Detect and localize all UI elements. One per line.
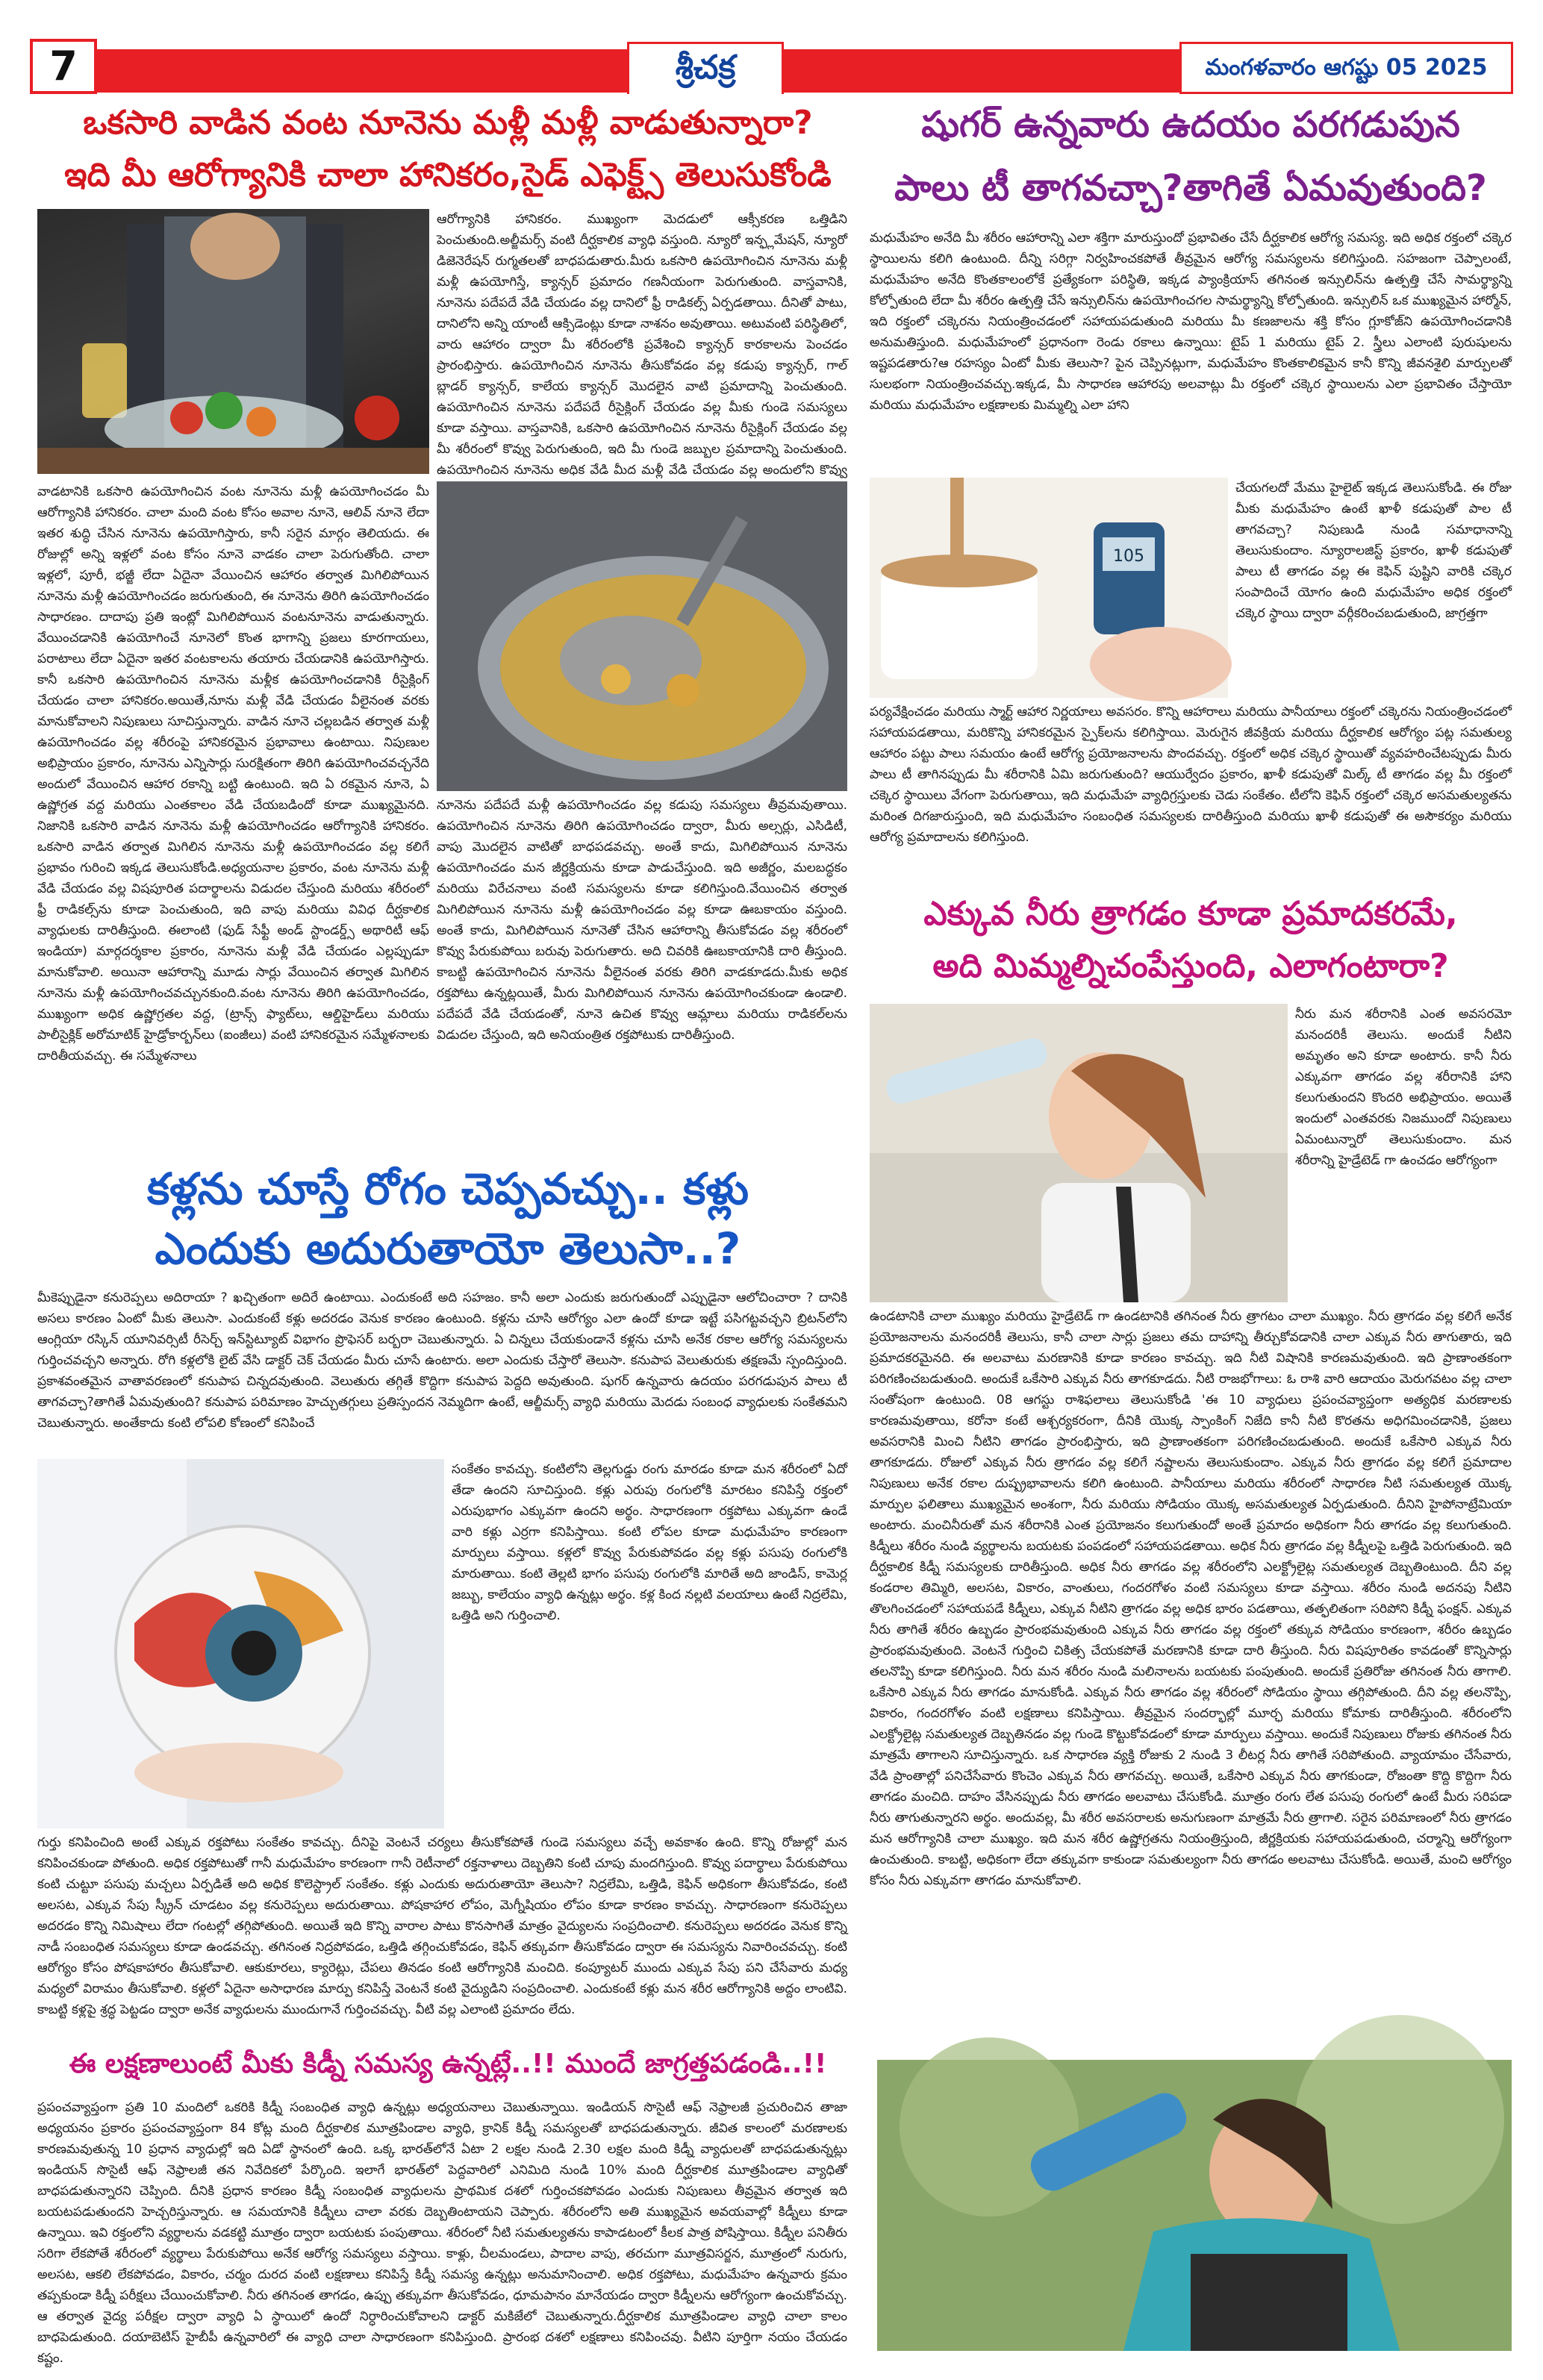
masthead-band-right [784,49,1179,93]
article2-para-side: చేయగలదో మేము హైలైట్ ఇక్కడ తెలుసుకోండి. ఈ రోజు మీకు మధుమేహం ఉంటే ఖాళీ కడుపుతో పాల టీ తాగవచ్చా? నిపుణుడి నుండి సమాధానాన్ని తెలుసుకుందాం. న్యూరాలజిస్ట్ ప్రకారం, ఖాళీ కడుపుతో పాలు టీ తాగడం వల్ల ఈ కెఫిన్ పుష్టిని వారికి చక్కెర సంపాదించే యోగం ఉంది మధుమేహం అధిక రక్తంలో చక్కెర స్థాయి ద్వారా వర్గీకరించబడుతుంది, జాగ్రత్తగా [1235,481,1512,621]
article3-para-main: ఉండటానికి చాలా ముఖ్యం మరియు హైడ్రేటెడ్ గా ఉండటానికి తగినంత నీరు త్రాగటం చాలా ముఖ్యం. నీరు త్రాగడం వల్ల కలిగే అనేక ప్రయోజనాలను మనందరికీ తెలుసు, కానీ చాలా సార్లు ప్రజలు తమ దాహాన్ని తీర్చుకోవడానికి చాలా ఎక్కువ నీరు తాగుతారు, ఇది ప్రమాదకరమైనది. ఈ అలవాటు మరణానికి కూడా కారణం కావచ్చు. ఇది నీటి విషానికి కారణమవుతుంది. ఇది ప్రాణాంతకంగా పరిగణించబడుతుంది. అందుకే ఒకేసారి ఎక్కువ నీరు తాగకూడదు. నీటి రాజభోగాలు: ఓ రాశి వారి ఆదాయం మెరుగవటం వల్ల చాలా సంతోషంగా ఉంటుంది. 08 ఆగస్టు రాశిఫలాలు తెలుసుకోండి 'ఈ 10 వ్యాధులు ప్రపంచవ్యాప్తంగా అత్యధిక మరణాలకు కారణమవుతాయి, కరోనా కంటే ఆశ్చర్యకరంగా, దీనికి యొక్క స్పాంకింగ్ నిజేది కానీ నీటి కొరతను అధిగమించడానికి, ప్రజలు అవసరానికి మించి నీటిని తాగడం ప్రారంభిస్తారు, ఇది ప్రాణాంతకంగా పరిగణించబడుతుంది. అందుకే ఒకేసారి ఎక్కువ నీరు తాగకూడదు. రోజులో ఎక్కువ నీరు త్రాగడం వల్ల కలిగే నష్టాలను తెలుసుకుందాం. ఎక్కువ నీరు త్రాగడం వల్ల కలిగే ప్రమాదాల నిపుణులు అనేక రకాల దుష్ప్రభావాలను కలిగి ఉంటుంది. పానీయాలు మరియు శరీరంలో సాధారణ నీటి సమతుల్యత యొక్క మార్పుల ఫలితాలు ముఖ్యమైన అంశంగా, నీరు మరియు సోడియం యొక్క అసమతుల్యత ఏర్పడుతుంది. దీనిని హైపోనాట్రేమియా అంటారు. మంచినీరుతో మన శరీరానికి ఎంత ప్రయోజనం కలుగుతుందో అంతే ప్రమాదం అధికంగా నీరు తాగడం వల్ల కలుగుతుంది. కిడ్నీలు శరీరం నుండి వ్యర్థాలను బయటకు పంపడంలో సహాయపడతాయి. అధిక నీరు త్రాగడం వల్ల కిడ్నీలపై ఒత్తిడి పెరుగుతుంది. ఇది దీర్ఘకాలిక కిడ్నీ సమస్యలకు దారితీస్తుంది. అధిక నీరు తాగడం వల్ల శరీరంలోని ఎలక్ట్రోలైట్ల సమతుల్యత దెబ్బతింటుంది. దీని వల్ల కండరాల తిమ్మిరి, అలసట, వికారం, వాంతులు, గందరగోళం వంటి సమస్యలు కూడా వస్తాయి. శరీరం నుండి అదనపు నీటిని తొలగించడంలో సహాయపడే కిడ్నీలు, ఎక్కువ నీటిని త్రాగడం వల్ల అధిక భారం పడతాయి, తత్ఫలితంగా సరిపోని కిడ్నీ ఫంక్షన్. ఎక్కువ నీరు తాగితే శరీరం ఉబ్బడం ప్రారంభమవుతుంది ఎక్కువ నీరు తాగడం వల్ల రక్తంలో తక్కువ సోడియం కారణంగా, శరీరం ఉబ్బడం ప్రారంభమవుతుంది. వెంటనే గుర్తించి చికిత్స చేయకపోతే మరణానికి కూడా దారి తీస్తుంది. నీరు విషపూరితం కావడంతో కొన్నిసార్లు తలనొప్పి కూడా కలిగిస్తుంది. నీరు మన శరీరం నుండి మలినాలను బయటకు పంపుతుంది. అందుకే ప్రతిరోజు తగినంత నీరు తాగాలి. ఒకేసారి ఎక్కువ నీరు తాగడం మానుకోండి. ఎక్కువ నీరు తాగడం వల్ల శరీరంలో సోడియం స్థాయి తగ్గిపోతుంది. దీని వల్ల తలనొప్పి, వికారం, గందరగోళం వంటి లక్షణాలు కనిపిస్తాయి. తీవ్రమైన సందర్భాల్లో మూర్ఛ మరియు కోమాకు దారితీస్తుంది. శరీరంలోని ఎలక్ట్రోలైట్ల సమతుల్యత దెబ్బతినడం వల్ల గుండె కొట్టుకోవడంలో కూడా మార్పులు వస్తాయి. అందుకే నిపుణులు రోజుకు తగినంత నీరు మాత్రమే తాగాలని సూచిస్తున్నారు. ఒక సాధారణ వ్యక్తి రోజుకు 2 నుండి 3 లీటర్ల నీరు తాగితే సరిపోతుంది. వ్యాయామం చేసేవారు, వేడి ప్రాంతాల్లో పనిచేసేవారు కొంచెం ఎక్కువ నీరు తాగవచ్చు. అయితే, ఒకేసారి ఎక్కువ నీరు తాగకుండా, రోజంతా కొద్ది కొద్దిగా నీరు తాగడం మంచిది. దాహం వేసినప్పుడు నీరు తాగడం అలవాటు చేసుకోండి. మూత్రం రంగు లేత పసుపు రంగులో ఉంటే మీరు సరిపడా నీరు తాగుతున్నారని అర్థం. అందువల్ల, మీ శరీర అవసరాలకు అనుగుణంగా మాత్రమే నీరు త్రాగాలి. సరైన పరిమాణంలో నీరు త్రాగడం మన ఆరోగ్యానికి చాలా ముఖ్యం. ఇది మన శరీర ఉష్ణోగ్రతను నియంత్రిస్తుంది, జీర్ణక్రియకు సహాయపడుతుంది, చర్మాన్ని ఆరోగ్యంగా ఉంచుతుంది. కాబట్టి, అధికంగా లేదా తక్కువగా కాకుండా సమతుల్యంగా నీరు తాగడం అలవాటు చేసుకోండి. అయితే, మంచి ఆరోగ్యం కోసం నీరు ఎక్కువగా తాగడం మానుకోవాలి. [870,1309,1512,1888]
article4-para-top: మీకెప్పుడైనా కనురెప్పలు అదిరాయా ? ఖచ్చితంగా అదిరే ఉంటాయి. ఎందుకంటే అది సహజం. కానీ అలా ఎందుకు జరుగుతుందో ఎప్పుడైనా ఆలోచించారా ? దానికి అసలు కారణం ఏంటో మీకు తెలుసా. ఎందుకంటే కళ్లు అదరడం వెనుక కారణం ఉంటుంది. కళ్లను చూసి ఆరోగ్యం ఎలా ఉందో కూడా ఇట్టే పసిగట్టవచ్చని బ్రిటన్‌లోని ఆంగ్లియా రస్కిన్ యూనివర్సిటీ రీసెర్చ్ ఇన్‌స్టిట్యూట్ విభాగం ప్రొఫెసర్ బర్బరా చెబుతున్నారు. ఏ చిన్నలు చేయకుండానే కళ్లను చూసి అనేక రకాల ఆరోగ్య సమస్యలను గుర్తించవచ్చని అన్నారు. రోగి కళ్లలోకి లైట్ వేసి డాక్టర్ చెక్ చేయడం మీరు చూసే ఉంటారు. అలా ఎందుకు చేస్తారో తెలుసా. కనుపాప వెలుతురుకు తక్షణమే స్పందిస్తుంది. ప్రకాశవంతమైన వాతావరణంలో కనుపాప చిన్నదవుతుంది. వెలుతురు తగ్గితే కొద్దిగా కనుపాప పెద్దది అవుతుంది. షుగర్ ఉన్నవారు ఉదయం పరగడుపున పాలు టీ తాగవచ్చా?తాగితే ఏమవుతుంది? కనుపాప పరిమాణం హెచ్చుతగ్గులు ప్రతిస్పందన నెమ్మదిగా ఉంటే, ఆల్జీమర్స్ వ్యాధి మరియు మెదడు సంబంధ వ్యాధులకు సంకేతమని చెబుతున్నారు. అంతేకాదు కంటి లోపలి కోణంలో కనిపించే [37,1290,847,1431]
article1-headline-line2: ఇది మీ ఆరోగ్యానికి చాలా హానికరం,సైడ్ ఎఫెక్ట్స్ తెలుసుకోండి [64,156,832,194]
chef-pouring-oil-image [37,209,429,474]
article4-para-side: సంకేతం కావచ్చు. కంటిలోని తెల్లగుడ్డు రంగు మారడం కూడా మన శరీరంలో ఏదో తేడా ఉందని సూచిస్తుంది. కళ్లు ఎరుపు రంగులోకి మారటం కనిపిస్తే రక్తంలో ఎరుపుభాగం ఎక్కువగా ఉందని అర్థం. సాధారణంగా రక్తపోటు ఎక్కువగా ఉండే వారి కళ్లు ఎర్రగా కనిపిస్తాయి. కంటి లోపల కూడా మధుమేహం కారణంగా మార్పులు వస్తాయి. కళ్లలో కొవ్వు పేరుకుపోవడం వల్ల కళ్లు పసుపు రంగులోకి మారుతాయి. కంటి తెల్లటి భాగం పసుపు రంగులోకి మారితే అది జాండిస్, కామెర్ల జబ్బు, కాలేయం వ్యాధి ఉన్నట్లు అర్థం. కళ్ల కింద నల్లటి వలయాలు ఉంటే నిద్రలేమి, ఒత్తిడి అని గుర్తించాలి. [452,1462,847,1623]
article2-headline-line2: పాలు టీ తాగవచ్చా?తాగితే ఏమవుతుంది? [894,167,1487,209]
article1-col-right-top: ఆరోగ్యానికి హానికరం. ముఖ్యంగా మెదడులో ఆక్సీకరణ ఒత్తిడిని పెంచుతుంది.అల్జీమర్స్ వంటి దీర్ఘకాలిక వ్యాధి వస్తుంది. న్యూరో ఇన్ఫ్లమేషన్, న్యూరో డిజెనెరేషన్ రుగ్మతలతో బాధపడుతారు.మీరు ఒకసారి ఉపయోగించిన నూనెను మళ్లీ మళ్లీ ఉపయోగిస్తే, క్యాన్సర్ ప్రమాదం గణనీయంగా పెరుగుతుంది. వాస్తవానికి, నూనెను పదేపదే వేడి చేయడం వల్ల దానిలో ఫ్రీ రాడికల్స్ ఏర్పడతాయి. దీనితో పాటు, దానిలోని అన్ని యాంటీ ఆక్సిడెంట్లు కూడా నాశనం అవుతాయి. అటువంటి పరిస్థితిలో, వారు ఆహారం ద్వారా మీ శరీరంలోకి ప్రవేశించి క్యాన్సర్ కారకాలను పెంచడం ప్రారంభిస్తారు. ఉపయోగించిన నూనెను తీసుకోవడం వల్ల కడుపు క్యాన్సర్, గాల్ బ్లాడర్ క్యాన్సర్, కాలేయ క్యాన్సర్ మొదలైన వాటి ప్రమాదాన్ని పెంచుతుంది. ఉపయోగించిన నూనెను పదేపదే రీసైక్లింగ్ చేయడం వల్ల మీకు గుండె సమస్యలు కూడా వస్తాయి. వాస్తవానికి, ఒకసారి ఉపయోగించిన నూనెను రీసైక్లింగ్ చేయడం వల్ల మీ శరీరంలో కొవ్వు పెరుగుతుంది, ఇది మీ గుండె జబ్బుల ప్రమాదాన్ని పెంచుతుంది. ఉపయోగించిన నూనెను అధిక వేడి మీద మళ్లీ వేడి చేయడం వల్ల అందులోని కొవ్వు [437,212,847,478]
tea-glucometer-image [870,478,1228,698]
article1-col-right-bottom: నూనెను పదేపదే మళ్లీ ఉపయోగించడం వల్ల కడుపు సమస్యలు తీవ్రమవుతాయి. ఉపయోగించిన నూనెను తిరిగి ఉపయోగించడం ద్వారా, మీరు అల్సర్లు, ఎసిడిటీ, వాపు మొదలైన వాటితో బాధపడవచ్చు. అంతే కాదు, మిగిలిపోయిన నూనెను ఉపయోగించడం మన జీర్ణక్రియను కూడా పాడుచేస్తుంది. ఇది అజీర్ణం, మలబద్ధకం మరియు విరేచనాలు వంటి సమస్యలను కూడా కలిగిస్తుంది.వేయించిన తర్వాత మిగిలిపోయిన నూనెను మళ్లీ ఉపయోగించడం వల్ల కూడా ఊబకాయం వస్తుంది. అంతే కాదు, మిగిలిపోయిన నూనెతో చేసిన ఆహారాన్ని తీసుకోవడం వల్ల శరీరంలో కొవ్వు పేరుకుపోయి బరువు పెరుగుతారు. అది చివరికి ఊబకాయానికి దారి తీస్తుంది. కాబట్టి ఉపయోగించిన నూనెను వీలైనంత వరకు తిరిగి వాడకూడదు.మీకు అధిక రక్తపోటు ఉన్నట్లయితే, మీరు మిగిలిపోయిన నూనెను ఉపయోగించకుండా ఉండాలి. పదేపదే వేడి చేయడంతో, నూనె ఉచిత కొవ్వు ఆమ్లాలు మరియు రాడికల్‌లను విడుదల చేస్తుంది, ఇది అనియంత్రిత రక్తపోటుకు దారితీస్తుంది. [437,798,847,1043]
athlete-drinking-water-image [877,2060,1512,2351]
article2-para-top: మధుమేహం అనేది మీ శరీరం ఆహారాన్ని ఎలా శక్తిగా మారుస్తుందో ప్రభావితం చేసే దీర్ఘకాలిక ఆరోగ్య సమస్య. ఇది అధిక రక్తంలో చక్కెర స్థాయిలను కలిగి ఉంటుంది. దీన్ని సరిగ్గా నిర్వహించకపోతే తీవ్రమైన ఆరోగ్య సమస్యలను కలిగిస్తుంది. సహజంగా చెప్పాలంటే, మధుమేహం అనేది కొంతకాలంలోకే ప్రత్యేకంగా పరిస్థితి, ఇక్కడ ప్యాంక్రియాస్ తగినంత ఇన్సులిన్‌ను ఉత్పత్తి చేసే సామర్థ్యాన్ని కోల్పోతుంది లేదా మీ శరీరం ఉత్పత్తి చేసే ఇన్సులిన్‌ను ఉపయోగించగల సామర్థ్యాన్ని కోల్పోతుంది. ఇన్సులిన్ ఒక ముఖ్యమైన హార్మోన్, ఇది రక్తంలో చక్కెరను నియంత్రించడంలో సహాయపడుతుంది మరియు మీ కణజాలను శక్తి కోసం గ్లూకోజ్‌ని ఉపయోగించడానికి అనుమతిస్తుంది. మధుమేహంలో ప్రధానంగా రెండు రకాలు ఉన్నాయి: టైప్ 1 మరియు టైప్ 2. స్త్రీలు ఎలాంటి పురుషులను ఇష్టపడతారు?ఆ రహస్యం ఏంటో మీకు తెలుసా? పైన చెప్పినట్లుగా, మధుమేహం కొంతకాలికమైన కానీ కొన్ని జీవనశైలి మార్పులతో సులభంగా నియంత్రించవచ్చు.ఇక్కడ, మీ సాధారణ ఆహారపు అలవాట్లు మీ రక్తంలో చక్కెర స్థాయిలను ఎలా ప్రభావితం చేస్తాయో మరియు మధుమేహం లక్షణాలకు మిమ్మల్ని ఎలా హాని [870,231,1512,413]
article5-para: ప్రపంచవ్యాప్తంగా ప్రతి 10 మందిలో ఒకరికి కిడ్నీ సంబంధిత వ్యాధి ఉన్నట్లు అధ్యయనాలు చెబుతున్నాయి. ఇండియన్ సొసైటీ ఆఫ్ నెఫ్రాలజీ ప్రచురించిన తాజా అధ్యయనం ప్రకారం ప్రపంచవ్యాప్తంగా 84 కోట్ల మంది దీర్ఘకాలిక మూత్రపిండాల వ్యాధి, క్రానిక్ కిడ్నీ సమస్యలతో బాధపడుతున్నారు. జీవిత కాలంలో మరణాలకు కారణమవుతున్న 10 ప్రధాన వ్యాధుల్లో ఇది ఏడో స్థానంలో ఉంది. ఒక్క భారత్‌లోనే ఏటా 2 లక్షల నుండి 2.30 లక్షల మంది కిడ్నీ వ్యాధులతో బాధపడుతున్నట్లు ఇండియన్ సొసైటీ ఆఫ్ నెఫ్రాలజీ తన నివేదికలో పేర్కొంది. ఇలాగే భారత్‌లో పెద్దవారిలో ఎనిమిది నుండి 10% మంది దీర్ఘకాలిక మూత్రపిండాల వ్యాధితో బాధపడుతున్నారని చెప్పింది. దీనికి ప్రధాన కారణం కిడ్నీ సంబంధిత వ్యాధులను ప్రాథమిక దశలో గుర్తించకపోవడం ఎందుకు నిపుణులు తీవ్రమైన తర్వాత ఇది బయటపడుతుందని హెచ్చరిస్తున్నారు. ఆ సమయానికి కిడ్నీలు చాలా వరకు దెబ్బతింటాయని చెప్పారు. శరీరంలోని అతి ముఖ్యమైన అవయవాల్లో కిడ్నీలు కూడా ఉన్నాయి. ఇవి రక్తంలోని వ్యర్థాలను వడకట్టి మూత్రం ద్వారా బయటకు పంపుతాయి. శరీరంలో నీటి సమతుల్యతను కాపాడటంలో కీలక పాత్ర పోషిస్తాయి. కిడ్నీల పనితీరు సరిగా లేకపోతే శరీరంలో వ్యర్థాలు పేరుకుపోయి అనేక ఆరోగ్య సమస్యలు వస్తాయి. కాళ్లు, చీలమండలు, పాదాల వాపు, తరచుగా మూత్రవిసర్జన, మూత్రంలో నురుగు, అలసట, ఆకలి లేకపోవడం, వికారం, చర్మం దురద వంటి లక్షణాలు కనిపిస్తే కిడ్నీ సమస్య ఉన్నట్లు అనుమానించాలి. అధిక రక్తపోటు, మధుమేహం ఉన్నవారు క్రమం తప్పకుండా కిడ్నీ పరీక్షలు చేయించుకోవాలి. నీరు తగినంత తాగడం, ఉప్పు తక్కువగా తీసుకోవడం, ధూమపానం మానేయడం ద్వారా కిడ్నీలను ఆరోగ్యంగా ఉంచుకోవచ్చు. ఆ తర్వాత వైద్య పరీక్షల ద్వారా వ్యాధి ఏ స్థాయిలో ఉందో నిర్ధారించుకోవాలని డాక్టర్ మకిజేలో చెబుతున్నారు.దీర్ఘకాలిక మూత్రపిండాల వ్యాధి చాలా కాలం బాధపెడుతుంది. దయాబెటిస్ హైబీపీ ఉన్నవారిలో ఈ వ్యాధి చాలా సాధారణంగా కనిపిస్తుంది. ప్రారంభ దశలో లక్షణాలు కనిపించవు. వీటిని పూర్తిగా నయం చేయడం కష్టం. [37,2100,847,2366]
frying-pan-image [437,481,847,791]
article5-headline: ఈ లక్షణాలుంటే మీకు కిడ్నీ సమస్య ఉన్నట్లే..!! ముందే జాగ్రత్తపడండి..!! [69,2049,827,2079]
article2-para-bottom: పర్యవేక్షించడం మరియు స్మార్ట్ ఆహార నిర్ణయాలు అవసరం. కొన్ని ఆహారాలు మరియు పానీయాలు రక్తంలో చక్కెరను నియంత్రించడంలో సహాయపడతాయి, మరికొన్ని హానికరమైన స్పైక్‌లను కలిగిస్తాయి. మెరుగైన జీవక్రియ మరియు దీర్ఘకాలిక ఆరోగ్యం పట్ల సమతుల్య ఆహారం పట్టు పాలు సమయం ఉంటే ఆరోగ్య ప్రయోజనాలను పొందవచ్చు. రక్తంలో అధిక చక్కెర స్థాయితో వ్యవహరించేటప్పుడు మీరు పాలు టీ తాగినప్పుడు మీ శరీరానికి ఏమి జరుగుతుంది? ఆయుర్వేదం ప్రకారం, ఖాళీ కడుపుతో మిల్క్ టీ తాగడం వల్ల మీ రక్తంలో చక్కెర స్థాయిలు వేగంగా పెరుగుతాయి, ఇది మధుమేహ వ్యాధిగ్రస్తులకు చెడు సంకేతం. టీలోని కెఫిన్ రక్తంలో చక్కెర అసమతుల్యతను మరింత దిగజారుస్తుంది, ఇది మధుమేహం సంబంధిత సమస్యలకు దారితీస్తుంది మరియు ఖాళీ కడుపుతో ఈ అసౌకర్యం మరియు ఆరోగ్య ప్రమాదాలను కలిగిస్తుంది. [870,705,1512,845]
article4-headline-line2: ఎందుకు అదురుతాయో తెలుసా..? [155,1223,741,1274]
article3-headline-line1: ఎక్కువ నీరు త్రాగడం కూడా ప్రమాదకరమే, [923,895,1458,933]
woman-drinking-water-image [870,1004,1288,1302]
article1-col-left: వాడటానికి ఒకసారి ఉపయోగించిన వంట నూనెను మళ్లీ ఉపయోగించడం మీ ఆరోగ్యానికి హానికరం. చాలా మంది వంట కోసం అవాల నూనె, ఆలివ్ నూనె లేదా ఇతర శుద్ధి చేసిన నూనెను ఉపయోగిస్తారు, కానీ సరైన మార్గం తెలియదు. ఈ రోజుల్లో అన్ని ఇళ్లలో వంట కోసం నూనె వాడకం చాలా పెరుగుతోంది. చాలా ఇళ్లలో, పూరీ, భజ్జీ లేదా ఏదైనా వేయించిన ఆహారం తర్వాత మిగిలిపోయిన నూనెను మళ్లీ ఉపయోగించడం జరుగుతుంది, ఈ నూనెను తిరిగి ఉపయోగించడం సాధారణం. దాదాపు ప్రతి ఇంట్లో మిగిలిపోయిన వంటనూనెను వాడుతున్నారు. వేయించడానికి ఉపయోగించే నూనెలో కొంత భాగాన్ని ప్రజలు కూరగాయలు, పరాటాలు లేదా ఏదైనా ఇతర వంటకాలను తయారు చేయడానికి ఉపయోగిస్తారు. కానీ ఒకసారి ఉపయోగించిన నూనెను మళ్లీక ఉపయోగించడానికి రీసైక్లింగ్ చేయడం చాలా హానికరం.అయితే,నూను మళ్లీ వేడి చేయడం వీలైనంత వరకు మానుకోవాలని నిపుణులు సూచిస్తున్నారు. వాడిన నూనె చల్లబడిన తర్వాత మళ్లీ ఉపయోగించడం వల్ల శరీరంపై హానికరమైన ప్రభావాలు ఉంటాయి. నిపుణుల అభిప్రాయం ప్రకారం, నూనెను ఎన్నిసార్లు సురక్షితంగా తిరిగి ఉపయోగించవచ్చనేది అందులో వేయించిన ఆహార రకాన్ని బట్టి ఉంటుంది. ఇది ఏ రకమైన నూనె, ఏ ఉష్ణోగ్రత వద్ద మరియు ఎంతకాలం వేడి చేయబడిందో కూడా ముఖ్యమైనది. నిజానికి ఒకసారి వాడిన నూనెను మళ్లీ ఉపయోగించడం ఆరోగ్యానికి హానికరం. ఒకసారి వాడిన తర్వాత మిగిలిన నూనెను మళ్లీ ఉపయోగించడం వల్ల కలిగే ప్రభావం గురించి ఇక్కడ తెలుసుకోండి.అధ్యయనాల ప్రకారం, వంట నూనెను మళ్లీ వేడి చేయడం వల్ల విషపూరిత పదార్థాలను విడుదల చేస్తుంది మరియు శరీరంలో ఫ్రీ రాడికల్స్‌ను కూడా పెంచుతుంది, ఇది వాపు మరియు వివిధ దీర్ఘకాలిక వ్యాధులకు దారితీస్తుంది. ఈలాంటి (ఫుడ్ సేఫ్టీ అండ్ స్టాండర్డ్స్ అథారిటీ ఆఫ్ ఇండియా) మార్గదర్శకాల ప్రకారం, నూనెను మళ్లీ వేడి చేయడం ఎల్లప్పుడూ మానుకోవాలి. అయినా ఆహారాన్ని మూడు సార్లు వేయించిన తర్వాత మిగిలిన నూనెను మళ్లీ ఉపయోగించవచ్చునకుంది.వంట నూనెను తిరిగి ఉపయోగించడం, ముఖ్యంగా అధిక ఉష్ణోగ్రతల వద్ద, (ట్రాన్స్ ఫ్యాట్‌లు, ఆల్డిహైడ్‌లు మరియు పాలీసైక్లిక్ అరోమాటిక్ హైడ్రోకార్బన్‌లు (ఐంజీలు) వంటి హానికరమైన సమ్మేళనాలకు దారితీయవచ్చు. ఈ సమ్మేళనాలు [37,484,429,1063]
article3-para-side: నీరు మన శరీరానికి ఎంత అవసరమో మనందరికీ తెలుసు. అందుకే నీటిని అమృతం అని కూడా అంటారు. కానీ నీరు ఎక్కువగా తాగడం వల్ల శరీరానికి హాని కలుగుతుందని కొందరి అభిప్రాయం. అయితే ఇందులో ఎంతవరకు నిజముందో నిపుణులు ఏమంటున్నారో తెలుసుకుందాం. మన శరీరాన్ని హైడ్రేటెడ్ గా ఉంచడం ఆరోగ్యంగా [1295,1007,1512,1168]
article2-headline-line1: షుగర్ ఉన్నవారు ఉదయం పరగడుపున [921,104,1460,146]
newspaper-logo: శ్రీచక్ర [675,49,736,87]
masthead-band-left [97,49,627,93]
article3-headline-line2: అది మిమ్మల్నిచంపేస్తుంది, ఎలాగంటారా? [932,947,1449,985]
issue-date: మంగళవారం ఆగష్టు 05 2025 [1205,54,1488,81]
article4-headline-line1: కళ్లను చూస్తే రోగం చెప్పవచ్చు.. కళ్లు [147,1164,749,1214]
article1-headline-line1: ఒకసారి వాడిన వంట నూనెను మళ్లీ మళ్లీ వాడుతున్నారా? [83,104,813,142]
eye-model-image [37,1459,444,1828]
page-number: 7 [49,43,78,90]
svg-text:105: 105 [1113,547,1144,566]
article4-para-bottom: గుర్తు కనిపించింది అంటే ఎక్కువ రక్తపోటు సంకేతం కావచ్చు. దీనిపై వెంటనే చర్యలు తీసుకోకపోతే గుండె సమస్యలు వచ్చే అవకాశం ఉంది. కొన్ని రోజుల్లో మన కనిపించకుండా పోతుంది. అధిక రక్తపోటుతో గానీ మధుమేహం కారణంగా గానీ రెటీనాలో రక్తనాళాలు దెబ్బతిని కంటి చూపు మందగిస్తుంది. కొవ్వు పదార్థాలు పేరుకుపోయి కంటి చుట్టూ పసుపు మచ్చలు ఏర్పడితే అది అధిక కొలెస్ట్రాల్ సంకేతం. కళ్లు ఎందుకు అదురుతాయో తెలుసా? నిద్రలేమి, ఒత్తిడి, కెఫిన్ అధికంగా తీసుకోవడం, కంటి అలసట, ఎక్కువ సేపు స్క్రీన్ చూడటం వల్ల కనురెప్పలు అదురుతాయి. పోషకాహార లోపం, మెగ్నీషియం లోపం కూడా కారణం కావచ్చు. సాధారణంగా కనురెప్పలు అదరడం కొన్ని నిమిషాలు లేదా గంటల్లో తగ్గిపోతుంది. అయితే ఇది కొన్ని వారాల పాటు కొనసాగితే మాత్రం వైద్యులను సంప్రదించాలి. కనురెప్పలు అదరడం వెనుక కొన్ని నాడీ సంబంధిత సమస్యలు కూడా ఉండవచ్చు. తగినంత నిద్రపోవడం, ఒత్తిడి తగ్గించుకోవడం, కెఫిన్ తక్కువగా తీసుకోవడం ద్వారా ఈ సమస్యను నివారించవచ్చు. కంటి ఆరోగ్యం కోసం పోషకాహారం తీసుకోవాలి. ఆకుకూరలు, క్యారెట్లు, చేపలు తినడం కంటి ఆరోగ్యానికి మంచిది. కంప్యూటర్ ముందు ఎక్కువ సేపు పని చేసేవారు మధ్య మధ్యలో విరామం తీసుకోవాలి. కళ్లలో ఏదైనా అసాధారణ మార్పు కనిపిస్తే వెంటనే కంటి వైద్యుడిని సంప్రదించాలి. ఎందుకంటే కళ్లు మన శరీర ఆరోగ్యానికి అద్దం లాంటివి. కాబట్టి కళ్లపై శ్రద్ధ పెట్టడం ద్వారా అనేక వ్యాధులను ముందుగానే గుర్తించవచ్చు. వీటి వల్ల ఎలాంటి ప్రమాదం లేదు. [37,1835,847,2017]
